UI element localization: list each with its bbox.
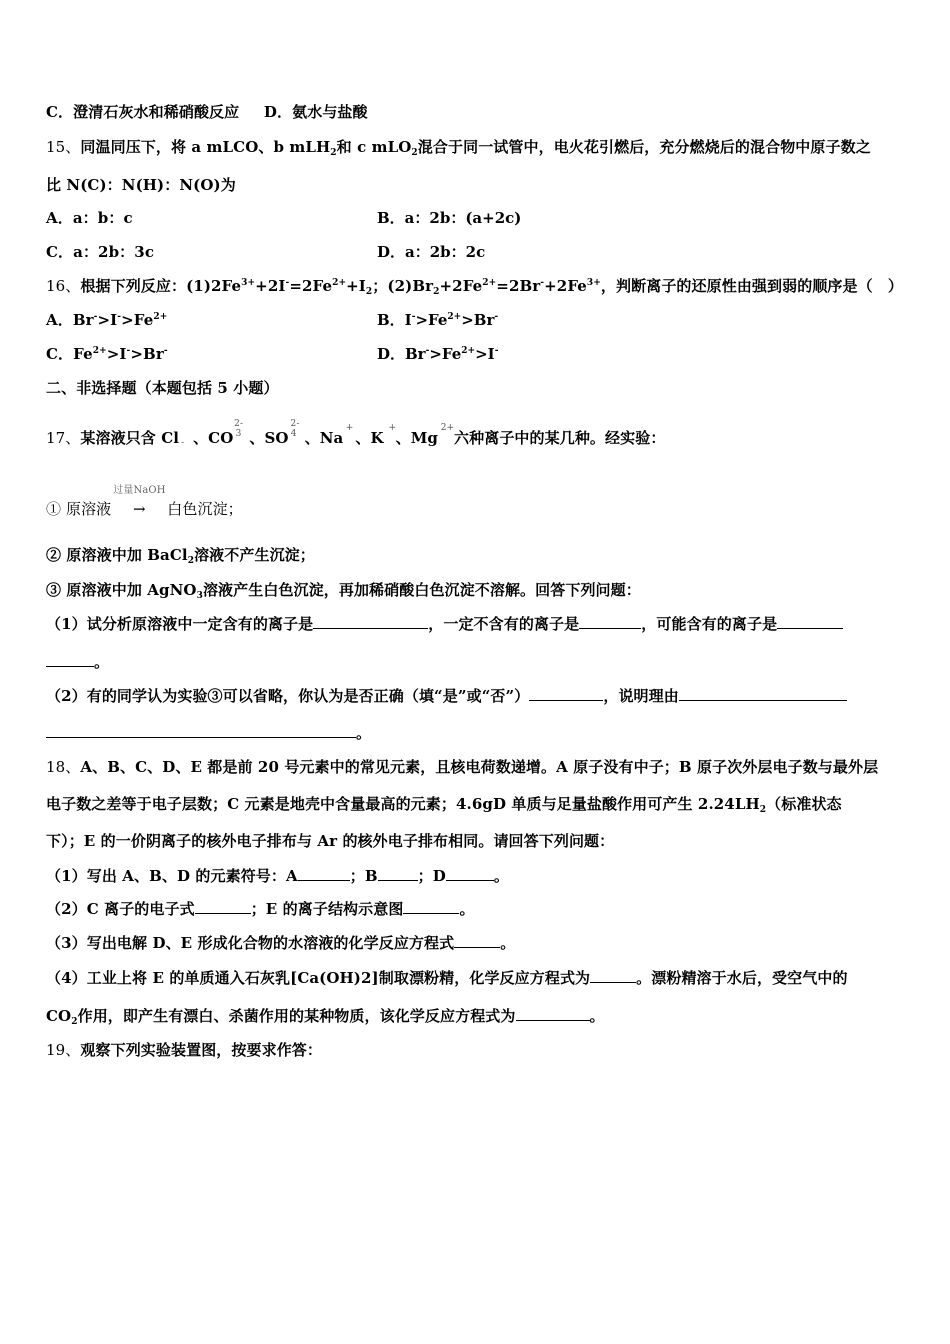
ion-magnesium [410,423,455,448]
reaction-arrow [111,485,167,519]
q17-step1 [46,485,243,519]
subscript: 2 [411,148,418,158]
q14-option-c: C．澄清石灰水和稀硝酸反应 [46,103,240,121]
answer-blank[interactable] [298,866,350,881]
separator: 、 [304,429,320,447]
separator: 、 [395,429,411,447]
question-text: ；E 的离子结构示意图 [250,900,404,918]
q16-option-d [377,344,498,364]
superscript: 2+ [92,346,107,356]
q18-part-1 [46,866,509,886]
q17-step3 [46,580,641,600]
section-heading: 二、非选择题（本题包括 5 小题） [46,379,279,397]
superscript: - [540,278,545,288]
q19-number: 19、 [46,1041,81,1059]
answer-blank[interactable] [46,652,94,667]
answer-blank[interactable] [590,968,636,983]
step-text: ① 原溶液 [46,500,112,518]
arrow-condition: 过量NaOH [113,485,166,496]
option-text: >Br [461,311,495,329]
q16-number: 16、 [46,277,81,295]
answer-blank[interactable] [529,686,603,701]
option-text: D．Br [377,345,426,363]
ion-sulfate [264,419,300,448]
option-text: C．Fe [46,345,93,363]
q16-option-a [46,310,167,330]
q15-option-b: B．a：2b：(a+2c) [377,209,522,227]
q18-part-4 [46,968,848,988]
q17-subquestion-2-cont [46,723,371,743]
q18-stem-line2 [46,794,842,814]
q15-number: 15、 [46,138,81,156]
ion-symbol: SO [264,429,289,447]
ion-symbol: Na [319,429,344,447]
superscript: - [494,312,499,322]
subscript: 2 [187,556,195,566]
question-text: （2）有的同学认为实验③可以省略，你认为是否正确（填“是”或“否”） [46,687,530,705]
step-text: ② 原溶液中加 BaCl [46,546,188,564]
period: 。 [500,934,516,952]
q18-part-4-cont [46,1006,605,1026]
question-text: （1）写出 A、B、D 的元素符号：A [46,867,298,885]
subscript: 2 [433,287,440,297]
step-text: 溶液产生白色沉淀，再加稀硝酸白色沉淀不溶解。回答下列问题： [202,581,641,599]
q18-number: 18、 [46,758,81,776]
option-text: >I [97,311,118,329]
q16-option-c [46,344,168,364]
question-text: ；B [349,867,378,885]
superscript: 3+ [241,278,256,288]
period: 。 [459,900,475,918]
q16-stem [46,276,903,296]
superscript: 2+ [153,312,168,322]
q17-subquestion-1 [46,614,843,634]
q19-text: 观察下列实验装置图，按要求作答： [80,1041,322,1059]
separator: 、 [355,429,371,447]
q15-text: 同温同压下，将 a mLCO、b mLH [80,138,331,156]
option-text: A．Br [46,311,94,329]
q16-text: +2Fe [544,277,587,295]
ion-sodium [319,423,354,448]
q17-text: 某溶液只含 Cl [80,429,180,447]
q16-text: +I [346,277,366,295]
answer-blank[interactable] [403,899,459,914]
option-text: >I [106,345,127,363]
q14-options-cd [46,102,368,122]
q16-option-b [377,310,498,330]
index-label: 3 [235,429,242,439]
q18-text: A、B、C、D、E 都是前 20 号元素中的常见元素，且核电荷数递增。A 原子没有中子；B 原子次外层电子数与最外层 [80,758,879,776]
charge-label: + [345,423,354,433]
question-text: 。漂粉精溶于水后，受空气中的 [636,969,848,987]
question-text: （4）工业上将 E 的单质通入石灰乳[Ca(OH)2]制取漂粉精，化学反应方程式为 [46,969,591,987]
superscript: 2+ [461,346,476,356]
q15-text: 和 c mLO [336,138,412,156]
question-text: ，说明理由 [603,687,679,705]
q16-text: +2I [255,277,286,295]
option-text: >I [475,345,495,363]
option-text: >Fe [429,345,462,363]
option-text: B．I [377,311,412,329]
answer-blank[interactable] [446,866,494,881]
q19-stem [46,1040,322,1060]
q15-option-a: A．a：b：c [46,209,133,227]
superscript: - [117,312,122,322]
question-text: ，一定不含有的离子是 [428,615,580,633]
period: 。 [356,724,372,742]
q16-text: =2Fe [289,277,333,295]
step-text: 白色沉淀； [167,500,243,518]
answer-blank[interactable] [516,1006,590,1021]
q18-stem-line1 [46,757,878,777]
ion-symbol: CO [208,429,234,447]
option-text: >Fe [121,311,154,329]
superscript: - [425,346,430,356]
question-text: （2）C 离子的电子式 [46,900,195,918]
period: 。 [589,1007,605,1025]
q16-text: 根据下列反应：(1)2Fe [80,277,242,295]
answer-blank[interactable] [378,866,418,881]
q16-text: ，判断离子的还原性由强到弱的顺序是（ ） [600,277,903,295]
subscript: 2 [71,1017,78,1027]
q15-text: 混合于同一试管中，电火花引燃后，充分燃烧后的混合物中原子数之 [417,138,871,156]
answer-blank[interactable] [579,614,641,629]
separator: 、 [249,429,265,447]
q15-option-d: D．a：2b：2c [377,243,486,261]
q18-part-3 [46,933,515,953]
charge-label: + [388,423,397,433]
superscript: 2+ [447,312,462,322]
charge-label: 2- [234,419,244,429]
step-text: 溶液不产生沉淀； [194,546,315,564]
q15-option-c: C．a：2b：3c [46,243,155,261]
ion-symbol: Mg [410,429,439,447]
q18-part-2 [46,899,475,919]
charge-label: 2- [290,419,300,429]
superscript: - [163,346,168,356]
q16-text: =2Br [496,277,541,295]
option-text: >Fe [415,311,448,329]
arrow-icon: → [132,500,146,518]
question-text: （3）写出电解 D、E 形成化合物的水溶液的化学反应方程式 [46,934,455,952]
q15-stem-line2: 比 N(C)：N(H)：N(O)为 [46,176,236,194]
q17-subquestion-2 [46,686,847,706]
q16-text: +2Fe [439,277,483,295]
answer-blank[interactable] [195,899,251,914]
question-text: ，可能含有的离子是 [641,615,778,633]
question-text: CO [46,1007,72,1025]
q17-step2 [46,545,315,565]
step-text: ③ 原溶液中加 AgNO [46,581,197,599]
superscript: - [126,346,131,356]
ion-symbol: K [370,429,384,447]
question-text: ；D [417,867,446,885]
superscript: 2+ [482,278,497,288]
q17-number: 17、 [46,429,81,447]
ion-potassium [370,423,397,448]
answer-blank[interactable] [679,686,847,701]
q14-option-d: D．氨水与盐酸 [263,103,368,121]
index-label: 4 [290,429,297,439]
q17-text: 六种离子中的某几种。经实验： [454,429,666,447]
q16-text: ；(2)Br [372,277,434,295]
subscript: 3 [196,591,203,601]
q15-stem-line1 [46,137,871,157]
answer-blank[interactable] [777,614,843,629]
subscript: 2 [365,287,373,297]
ion-carbonate [208,419,244,448]
period: 。 [493,867,509,885]
period: 。 [94,653,110,671]
q17-subquestion-1-cont [46,652,109,672]
question-text: 作用，即产生有漂白、杀菌作用的某种物质，该化学反应方程式为 [77,1007,516,1025]
superscript: - [411,312,416,322]
superscript: 3+ [586,278,601,288]
separator: 、 [193,429,209,447]
question-text: （1）试分析原溶液中一定含有的离子是 [46,615,314,633]
option-text: >Br [130,345,164,363]
answer-blank[interactable] [454,933,500,948]
subscript: 2 [330,148,337,158]
superscript: - [494,346,499,356]
q17-stem [46,419,666,448]
q18-text: （标准状态 [766,795,842,813]
superscript: 2+ [332,278,347,288]
answer-blank[interactable] [313,614,428,629]
answer-blank[interactable] [46,723,356,738]
q18-text: 电子数之差等于电子层数；C 元素是地壳中含量最高的元素；4.6gD 单质与足量盐酸作用可产生 2.24LH [46,795,760,813]
subscript: 2 [759,805,767,815]
charge-label: - [181,438,185,448]
superscript: - [93,312,98,322]
q18-stem-line3: 下）；E 的一价阴离子的核外电子排布与 Ar 的核外电子排布相同。请回答下列问题： [46,832,615,850]
charge-label: 2+ [440,423,455,433]
superscript: - [285,278,290,288]
